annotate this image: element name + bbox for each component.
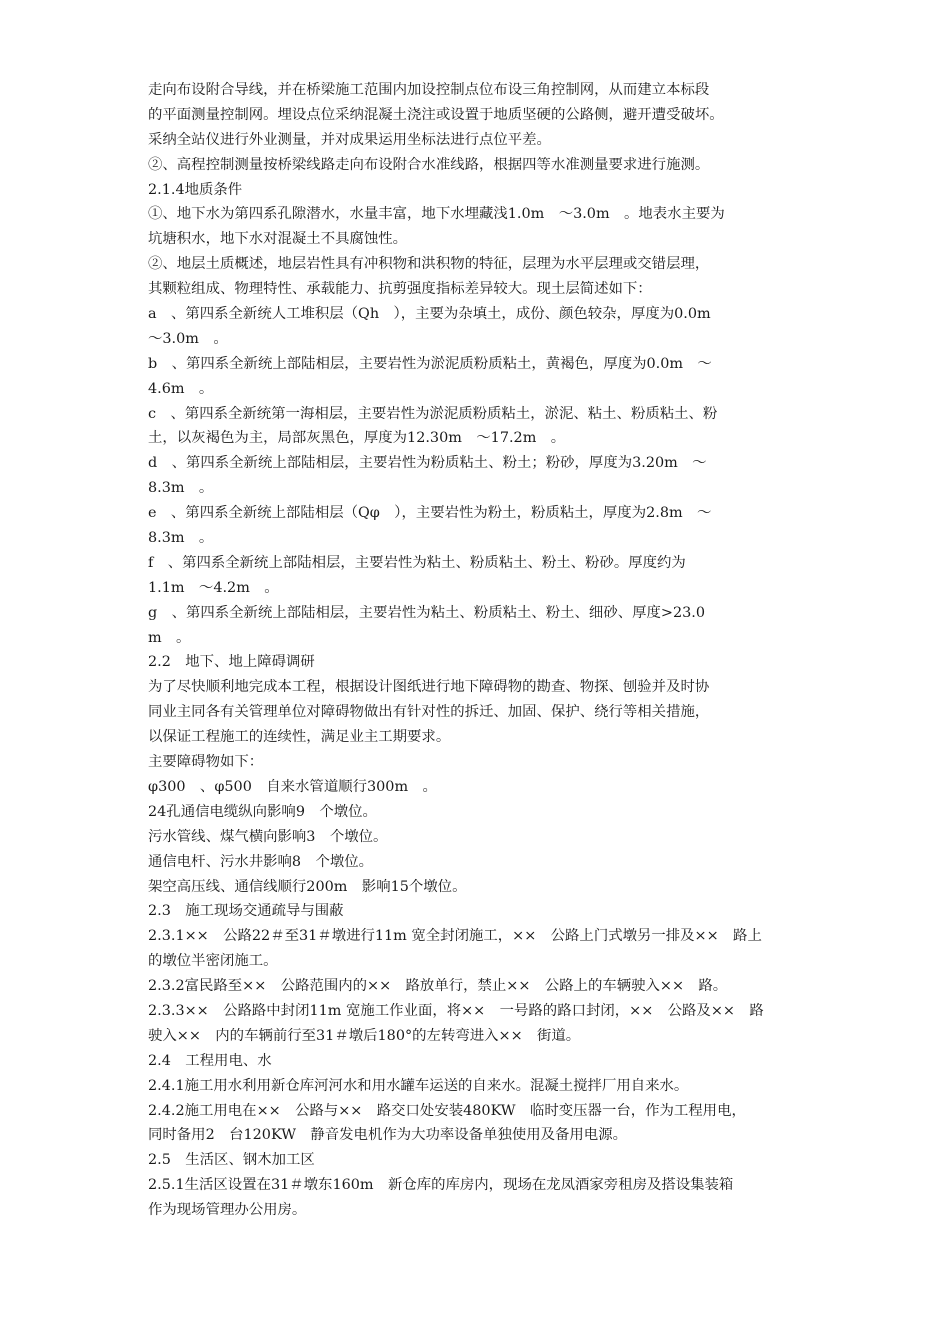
text-line: 为了尽快顺利地完成本工程，根据设计图纸进行地下障碍物的勘查、物探、刨验并及时协: [148, 679, 710, 696]
text-line: a 、第四系全新统人工堆积层（Qh ），主要为杂填土，成份、颜色较杂，厚度为0.0m: [148, 306, 711, 323]
text-line: 同时备用2 台120KW 静音发电机作为大功率设备单独使用及备用电源。: [148, 1127, 627, 1144]
text-line: 8.3m 。: [148, 480, 214, 497]
list-item: φ300 、φ500 自来水管道顺行300m 。: [148, 778, 437, 795]
text-line: 2.3.2富民路至×× 公路范围内的×× 路放单行，禁止×× 公路上的车辆驶入×× 路。: [148, 978, 728, 995]
text-line: 土，以灰褐色为主，局部灰黑色，厚度为12.30m ～17.2m 。: [148, 430, 566, 447]
section-heading: 2.2 地下、地上障碍调研: [148, 654, 315, 671]
text-line: 同业主同各有关管理单位对障碍物做出有针对性的拆迁、加固、保护、绕行等相关措施，: [148, 704, 710, 721]
text-line: ～3.0m 。: [148, 330, 228, 347]
text-line: 2.3.1×× 公路22＃至31＃墩进行11m 宽全封闭施工，×× 公路上门式墩另一排及×× 路上: [148, 928, 762, 945]
text-line: 2.4.2施工用电在×× 公路与×× 路交口处安装480KW 临时变压器一台，作为工程用电，: [148, 1102, 746, 1119]
text-line: 4.6m 。: [148, 380, 214, 397]
text-line: 的平面测量控制网。埋设点位采纳混凝土浇注或设置于地质坚硬的公路侧，避开遭受破坏。: [148, 106, 724, 123]
text-line: 其颗粒组成、物理特性、承载能力、抗剪强度指标差异较大。现土层简述如下：: [148, 281, 652, 298]
text-line: 走向布设附合导线，并在桥梁施工范围内加设控制点位布设三角控制网，从而建立本标段: [148, 82, 710, 98]
section-heading: 2.3 施工现场交通疏导与围蔽: [148, 903, 344, 920]
text-line: 采纳全站仪进行外业测量，并对成果运用坐标法进行点位平差。: [148, 131, 551, 148]
text-line: b 、第四系全新统上部陆相层，主要岩性为淤泥质粉质粘土，黄褐色，厚度为0.0m ～: [148, 355, 712, 372]
text-line: c 、第四系全新统第一海相层，主要岩性为淤泥质粉质粘土，淤泥、粘土、粉质粘土、粉: [148, 405, 718, 422]
text-line: 8.3m 。: [148, 530, 214, 547]
text-line: d 、第四系全新统上部陆相层，主要岩性为粉质粘土、粉土；粉砂，厚度为3.20m ～: [148, 455, 707, 472]
text-line: 作为现场管理办公用房。: [148, 1202, 307, 1219]
text-line: 2.4.1施工用水利用新仓库河河水和用水罐车运送的自来水。混凝土搅拌厂用自来水。: [148, 1077, 689, 1094]
text-line: 坑塘积水，地下水对混凝土不具腐蚀性。: [148, 231, 408, 248]
document-body: [148, 78, 808, 1223]
text-line: f 、第四系全新统上部陆相层，主要岩性为粘土、粉质粘土、粉土、粉砂。厚度约为: [148, 554, 686, 571]
list-item: 24孔通信电缆纵向影响9 个墩位。: [148, 803, 377, 820]
section-heading: 2.5 生活区、钢木加工区: [148, 1152, 315, 1169]
text-line: ②、地层土质概述，地层岩性具有冲积物和洪积物的特征，层理为水平层理或交错层理，: [148, 256, 710, 273]
list-item: 通信电杆、污水井影响8 个墩位。: [148, 853, 374, 870]
text-line: e 、第四系全新统上部陆相层（Qφ ），主要岩性为粉土，粉质粘土，厚度为2.8m ～: [148, 505, 712, 522]
list-item: 污水管线、煤气横向影响3 个墩位。: [148, 828, 388, 845]
text-line: 驶入×× 内的车辆前行至31＃墩后180°的左转弯进入×× 街道。: [148, 1027, 581, 1044]
text-line: 2.5.1生活区设置在31＃墩东160m 新仓库的库房内，现场在龙凤酒家旁租房及搭设集装箱: [148, 1177, 734, 1194]
text-line: ①、地下水为第四系孔隙潜水，水量丰富，地下水埋藏浅1.0m ～3.0m 。地表水主要为: [148, 206, 725, 223]
text-line: 以保证工程施工的连续性，满足业主工期要求。: [148, 729, 451, 746]
text-line: 的墩位半密闭施工。: [148, 953, 278, 970]
section-heading: 2.4 工程用电、水: [148, 1052, 272, 1069]
text-line: 1.1m ～4.2m 。: [148, 579, 279, 596]
text-line: 2.3.3×× 公路路中封闭11m 宽施工作业面，将×× 一号路的路口封闭，×× 公路及×× 路: [148, 1002, 764, 1019]
section-heading: 2.1.4地质条件: [148, 181, 243, 198]
text-line: ②、高程控制测量按桥梁线路走向布设附合水准线路，根据四等水准测量要求进行施测。: [148, 156, 710, 173]
text-line: g 、第四系全新统上部陆相层，主要岩性为粘土、粉质粘土、粉土、细砂、厚度>23.0: [148, 604, 705, 621]
list-item: 架空高压线、通信线顺行200m 影响15个墩位。: [148, 878, 467, 895]
text-line: m 。: [148, 629, 191, 646]
text-line: 主要障碍物如下：: [148, 754, 264, 771]
